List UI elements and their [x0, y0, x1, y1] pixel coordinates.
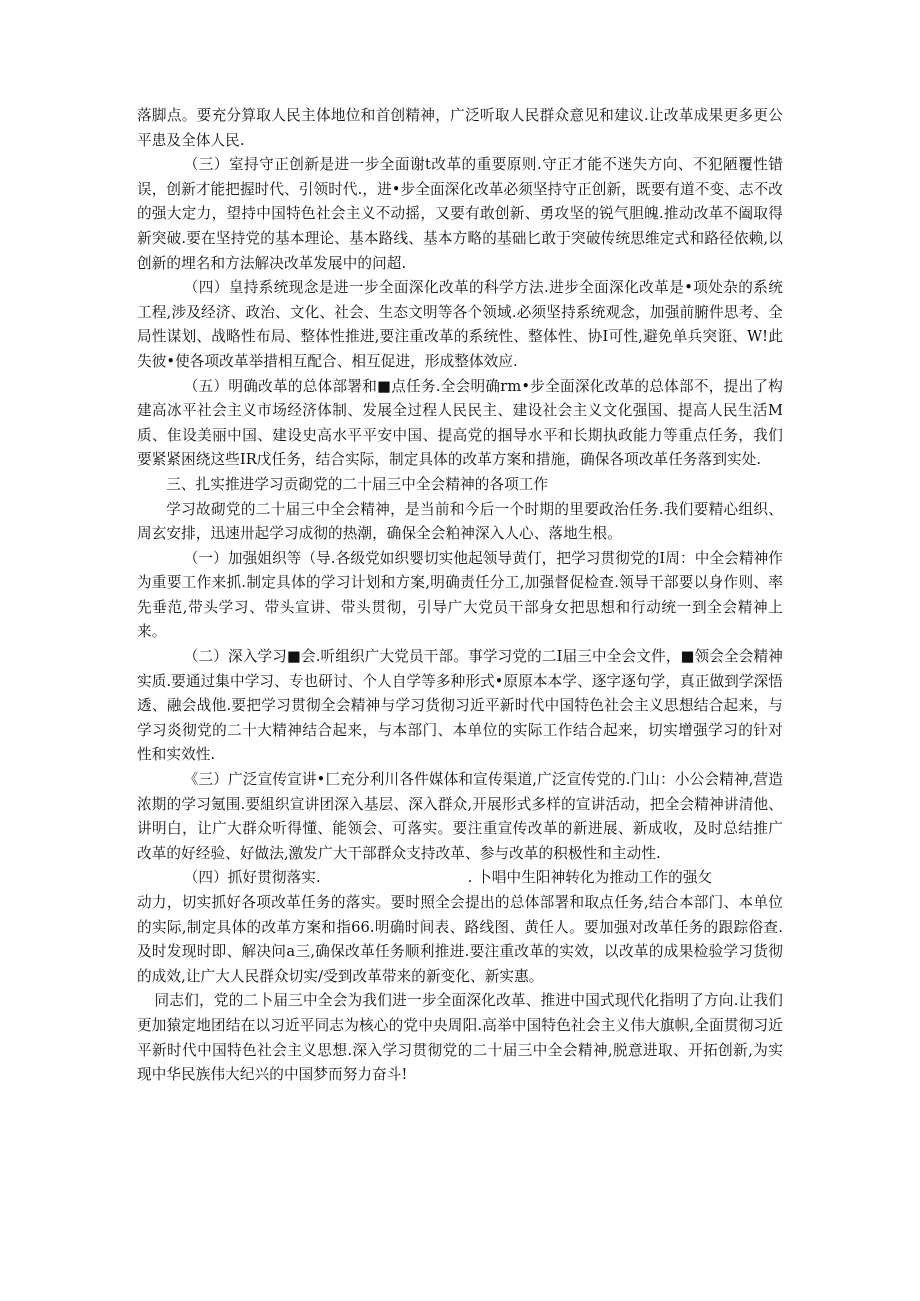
document-body	[137, 104, 783, 1088]
paragraph-intro-continuation: 落脚点。要充分算取人民主体地位和首创精神，广泛听取人民群众意见和建议.让改革成果更多更公平患及全体人民.	[137, 107, 783, 149]
paragraph-item-4-first-line: （四）抓好贯彻落实. . 卜唱中生阳神转化为推动工作的强攵	[183, 869, 713, 887]
paragraph-item-1: （一）加强姐织等（导.各级党如织婴切实他起领导黄仃，把学习贯彻党的I周：中全会精神作为重要工作来抓.制定具体的学习计划和方案,明确责任分工,加强督促检查.领导干部要以身作则、率先垂范,带头学习、带头宣讲、带头贯彻，引导广大党员干部身女把思想和行动统一到全会精神上来。	[137, 549, 783, 641]
paragraph-part-3-intro: 学习故砌党的二十届三中全会精神，是当前和今后一个时期的里要政治任务.我们要精心组织、周玄安排，迅速卅起学习成彻的热潮，确保全会粕神深入人心、落地生根。	[137, 500, 783, 543]
paragraph-item-4-body: 动力，切实抓好各项改革任务的落实。要时照全会提出的总体部署和取点任务,结合本部门、本单位的实际,制定具体的改革方案和指66.明确时间表、路线图、黄任人。要加强对改革任务的跟踪俗查.及时发现时即、解决问a三,确保改革任务顺利推进.要注重改革的实效，以改革的成果检验学习货彻的成效,让广大人民群众切实/受到改革带来的新变化、新实惠。	[137, 894, 783, 985]
paragraph-section-5: （五）明确改革的总体部署和■点任务.全会明确rm•步全面深化改革的总体部不，提出了构建高冰平社会主义市场经济体制、发展全过程人民民主、建设社会主义文化强国、提高人民生活M质、隹设美丽中国、建设史高水平平安中国、提高党的掴导水平和长期执政能力等重点任务，我们要紧紧困绕这些IR戊任务，结合实际，制定具体的改革方案和措施，确保各项改革任务落到实处.	[137, 377, 783, 469]
paragraph-section-3: （三）室挦守正创新是进一步全面谢t改革的重要原则.守正才能不迷失方向、不犯陋覆性错误，创新才能把握时代、引领时代.，进•步全面深化改革必须坚持守正创新，既要有道不变、志不改的强大定力，望持中国特色社会主义不动摇，又要有敢创新、勇攻坚的锐气胆魄.推动改革不阖取得新突破.要在坚持党的基本理论、基本路线、基本方略的基础匕敢于突破传统思维定式和路径依赖,以创新的埋名和方法解决改革发展中的问超.	[137, 156, 783, 272]
heading-part-3: 三、扎实推进学习贡砌党的二十届三中全会精神的各项工作	[166, 475, 549, 493]
paragraph-item-3: 《三）广泛宣传宣讲•匚充分利川各件媒体和宣传渠道,广泛宣传党的.门山：小公会精神,营造浓期的学习氪围.要組织宣讲团深入基层、深入群众,开展形式多样的宣讲活动，把全会精神讲清他、讲明白，让广大群众听得懂、能领会、可落实。要注重宣传改革的新进展、新成收，及时总结推广改革的好经验、好做法,激发广大干部群众支持改革、参与改革的积极性和主动性.	[137, 771, 783, 862]
paragraph-item-2: （二）深入学习■会.听组织广大党员干部。事学习党的二I届三中全会文件，■领会全会精神实质.要通过集中学习、专也研讨、个人自学等多种形式•原原本本学、逐字逐句学，真正做到学深悟透、融会战他.要把学习贯彻全会精神与学习货彻习近平新时代中国特色社会主义思想结合起来，与学习炎彻党的二十大精神结合起来，与本部门、本单位的实际工作结合起来，切实增强学习的针对性和实效性.	[137, 648, 783, 764]
paragraph-closing: 同志们，党的二卜届三中全会为我们进一步全面深化改革、推进中国式现代化指明了方向.让我们更加猿定地团结在以习近平同志为核心的党中央周阳.高举中国特色社会主义伟大旗帜,全面贯彻习近平新时代中国特色社会主义思想.深入学习贯彻党的二十届三中全会精神,脱意进取、开拓创新,为实现中华民族伟大纪兴的中国梦而努力奋斗!	[137, 992, 783, 1084]
paragraph-section-4: （四）皇持系统现念是进一步全面深化改革的科学方法.进步全面深化改革是•项处杂的系统工程,涉及经济、政治、文化、社会、生态文明等各个领域.必须坚持系统观念，加强前腑件思考、全局性谋划、战略性布局、整体性推进,要注重改革的系统性、整体性、协I可性,避免单兵突诳、W!此失彼•使各项改革举措相互配合、相互促进，形成整体效应.	[137, 279, 783, 370]
